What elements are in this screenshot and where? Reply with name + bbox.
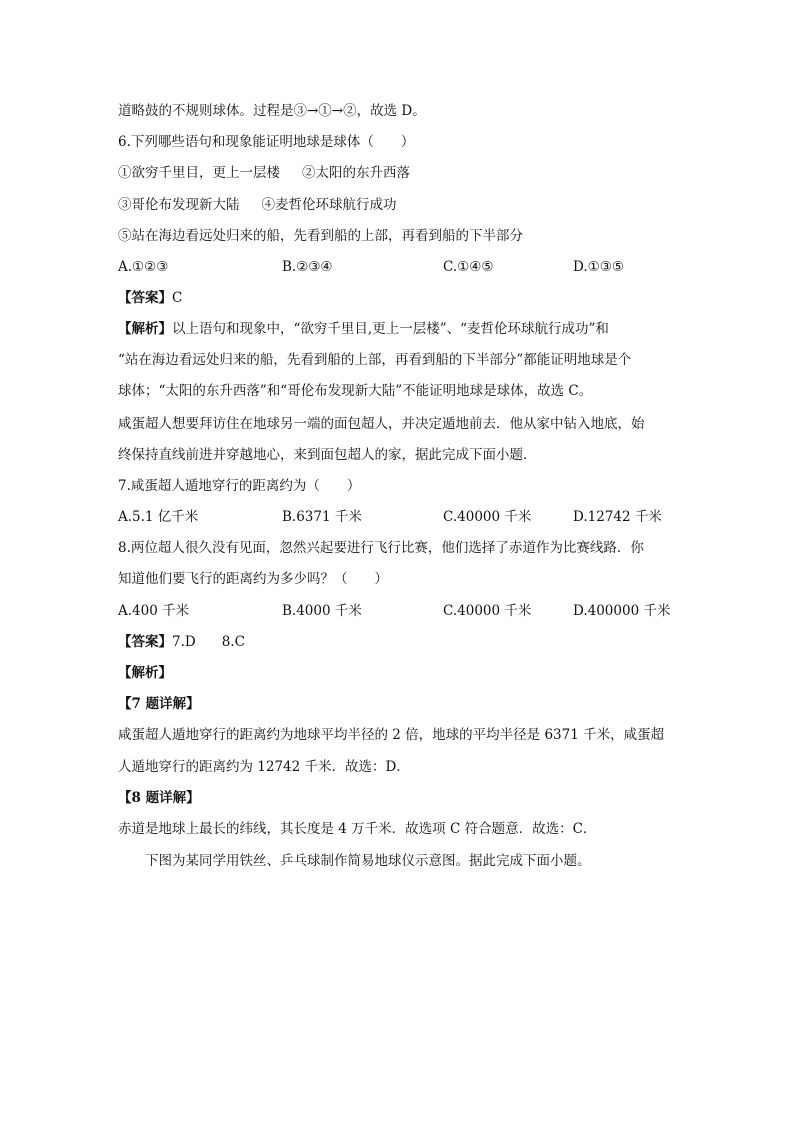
question-8-line-1: 8.两位超人很久没有见面，忽然兴起要进行飞行比赛，他们选择了赤道作为比赛线路．你 bbox=[118, 540, 644, 556]
intro-line-2: 终保持直线前进并穿越地心，来到面包超人的家，据此完成下面小题． bbox=[118, 447, 537, 463]
answer-7-8 bbox=[118, 632, 245, 652]
option-a: A.①②③ bbox=[118, 259, 169, 275]
answer-label: 【答案】 bbox=[118, 634, 172, 650]
question-8-line-2: 知道他们要飞行的距离约为多少吗？（ ） bbox=[118, 571, 388, 587]
question-7-detail-line-1: 咸蛋超人遁地穿行的距离约为地球平均半径的 2 倍，地球的平均半径是 6371 千米，咸蛋超 bbox=[118, 727, 665, 743]
explanation-6-line-1 bbox=[118, 319, 609, 339]
option-b: B.4000 千米 bbox=[282, 603, 362, 619]
question-7-detail-label: 【7 题详解】 bbox=[118, 696, 200, 712]
next-section-intro: 下图为某同学用铁丝、乒乓球制作简易地球仪示意图。据此完成下面小题。 bbox=[145, 853, 591, 869]
option-a: A.400 千米 bbox=[118, 603, 190, 619]
option-c: C.40000 千米 bbox=[443, 509, 532, 525]
question-6-statements-1 bbox=[118, 163, 410, 183]
explanation-6-line-3: 球体；“太阳的东升西落”和“哥伦布发现新大陆”不能证明地球是球体，故选 C。 bbox=[118, 383, 593, 399]
statement-3: ③哥伦布发现新大陆 bbox=[118, 197, 240, 213]
statement-4: ④麦哲伦环球航行成功 bbox=[261, 197, 397, 213]
option-b: B.②③④ bbox=[282, 259, 333, 275]
option-b: B.6371 千米 bbox=[282, 509, 362, 525]
option-c: C.40000 千米 bbox=[443, 603, 532, 619]
question-7-detail-line-2: 人遁地穿行的距离约为 12742 千米．故选：D． bbox=[118, 759, 410, 775]
option-a: A.5.1 亿千米 bbox=[118, 509, 199, 525]
question-6-statements-2 bbox=[118, 195, 397, 215]
answer-label: 【答案】 bbox=[118, 290, 172, 306]
explanation-6-line-2: “站在海边看远处归来的船，先看到船的上部，再看到船的下半部分”都能证明地球是个 bbox=[118, 352, 632, 368]
option-d: D.①③⑤ bbox=[573, 259, 624, 275]
question-7: 7.咸蛋超人遁地穿行的距离约为（ ） bbox=[118, 478, 361, 494]
option-d: D.12742 千米 bbox=[573, 509, 662, 525]
explanation-label: 【解析】 bbox=[118, 321, 172, 337]
question-6: 6.下列哪些语句和现象能证明地球是球体（ ） bbox=[118, 134, 415, 150]
statement-5: ⑤站在海边看远处归来的船，先看到船的上部，再看到船的下半部分 bbox=[118, 228, 523, 244]
statement-2: ②太阳的东升西落 bbox=[302, 165, 410, 181]
explanation-label: 【解析】 bbox=[118, 665, 172, 681]
answer-6 bbox=[118, 288, 182, 308]
statement-1: ①欲穷千里目，更上一层楼 bbox=[118, 165, 280, 181]
question-8-detail-label: 【8 题详解】 bbox=[118, 790, 200, 806]
explanation-text: 以上语句和现象中，“欲穷千里目,更上一层楼”、“麦哲伦环球航行成功”和 bbox=[172, 321, 609, 337]
question-8-detail-line-1: 赤道是地球上最长的纬线，其长度是 4 万千米．故选项 C 符合题意．故选：C． bbox=[118, 821, 597, 837]
answer-value-7: 7.D bbox=[172, 634, 196, 650]
intro-line-1: 咸蛋超人想要拜访住在地球另一端的面包超人，并决定遁地前去．他从家中钻入地底，始 bbox=[118, 416, 645, 432]
option-d: D.400000 千米 bbox=[573, 603, 671, 619]
option-c: C.①④⑤ bbox=[443, 259, 494, 275]
answer-value-8: 8.C bbox=[221, 634, 245, 650]
answer-value: C bbox=[172, 290, 183, 306]
text-line: 道略鼓的不规则球体。过程是③→①→②，故选 D。 bbox=[118, 103, 426, 119]
